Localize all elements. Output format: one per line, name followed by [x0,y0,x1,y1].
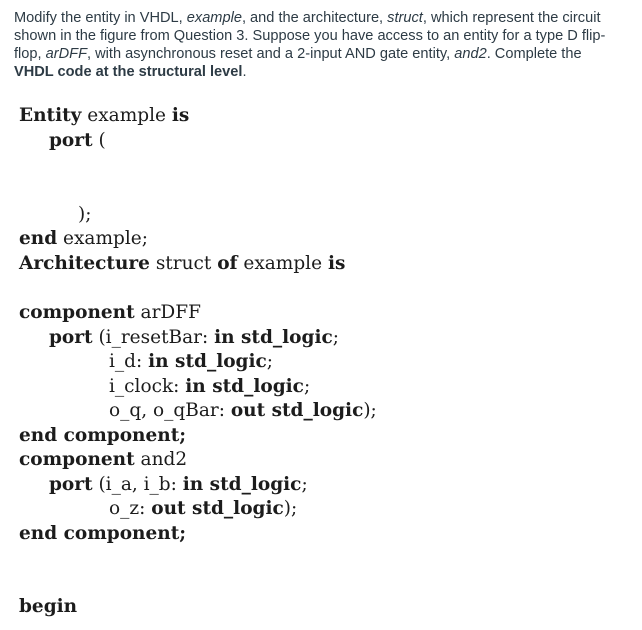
code-line-end-entity: end example; [19,228,148,249]
code-line-port-clock: i_clock: in std_logic; [109,376,311,397]
code-line-end-component: end component; [19,523,187,544]
question-text-part: , which represent the circuit shown in the figure from Question 3. Suppose you have access to an entity for a type D flip-flop, [14,10,606,62]
question-text [14,9,624,81]
architecture-name-italic: struct [387,10,423,26]
code-line-port-resetbar: port (i_resetBar: in std_logic; [49,327,339,348]
code-line-component-ardff: component arDFF [19,302,201,323]
code-line-end-component: end component; [19,425,187,446]
code-line-begin: begin [19,596,78,617]
code-line-port-z: o_z: out std_logic); [109,498,298,519]
question-text-part: Modify the entity in VHDL, [14,10,187,26]
code-line-entity: Entity example is [19,105,190,126]
and-gate-name-italic: and2 [454,46,487,62]
entity-name-italic: example [186,10,242,26]
code-line-component-and2: component and2 [19,449,188,470]
question-text-part: , and the architecture, [241,10,388,26]
question-emphasis: VHDL code at the structural level [14,64,243,80]
code-line-port-open: port ( [49,130,106,151]
question-text-part: . Complete the [486,46,582,62]
question-text-part: , with asynchronous reset and a 2-input AND gate entity, [87,46,455,62]
code-line-architecture: Architecture struct of example is [19,253,346,274]
code-line-port-d: i_d: in std_logic; [109,351,274,372]
code-line-port-close: ); [78,204,92,225]
question-text-part: . [242,64,247,80]
flipflop-name-italic: arDFF [45,46,87,62]
code-line-port-ab: port (i_a, i_b: in std_logic; [49,474,308,495]
code-line-port-q: o_q, o_qBar: out std_logic); [109,400,377,421]
